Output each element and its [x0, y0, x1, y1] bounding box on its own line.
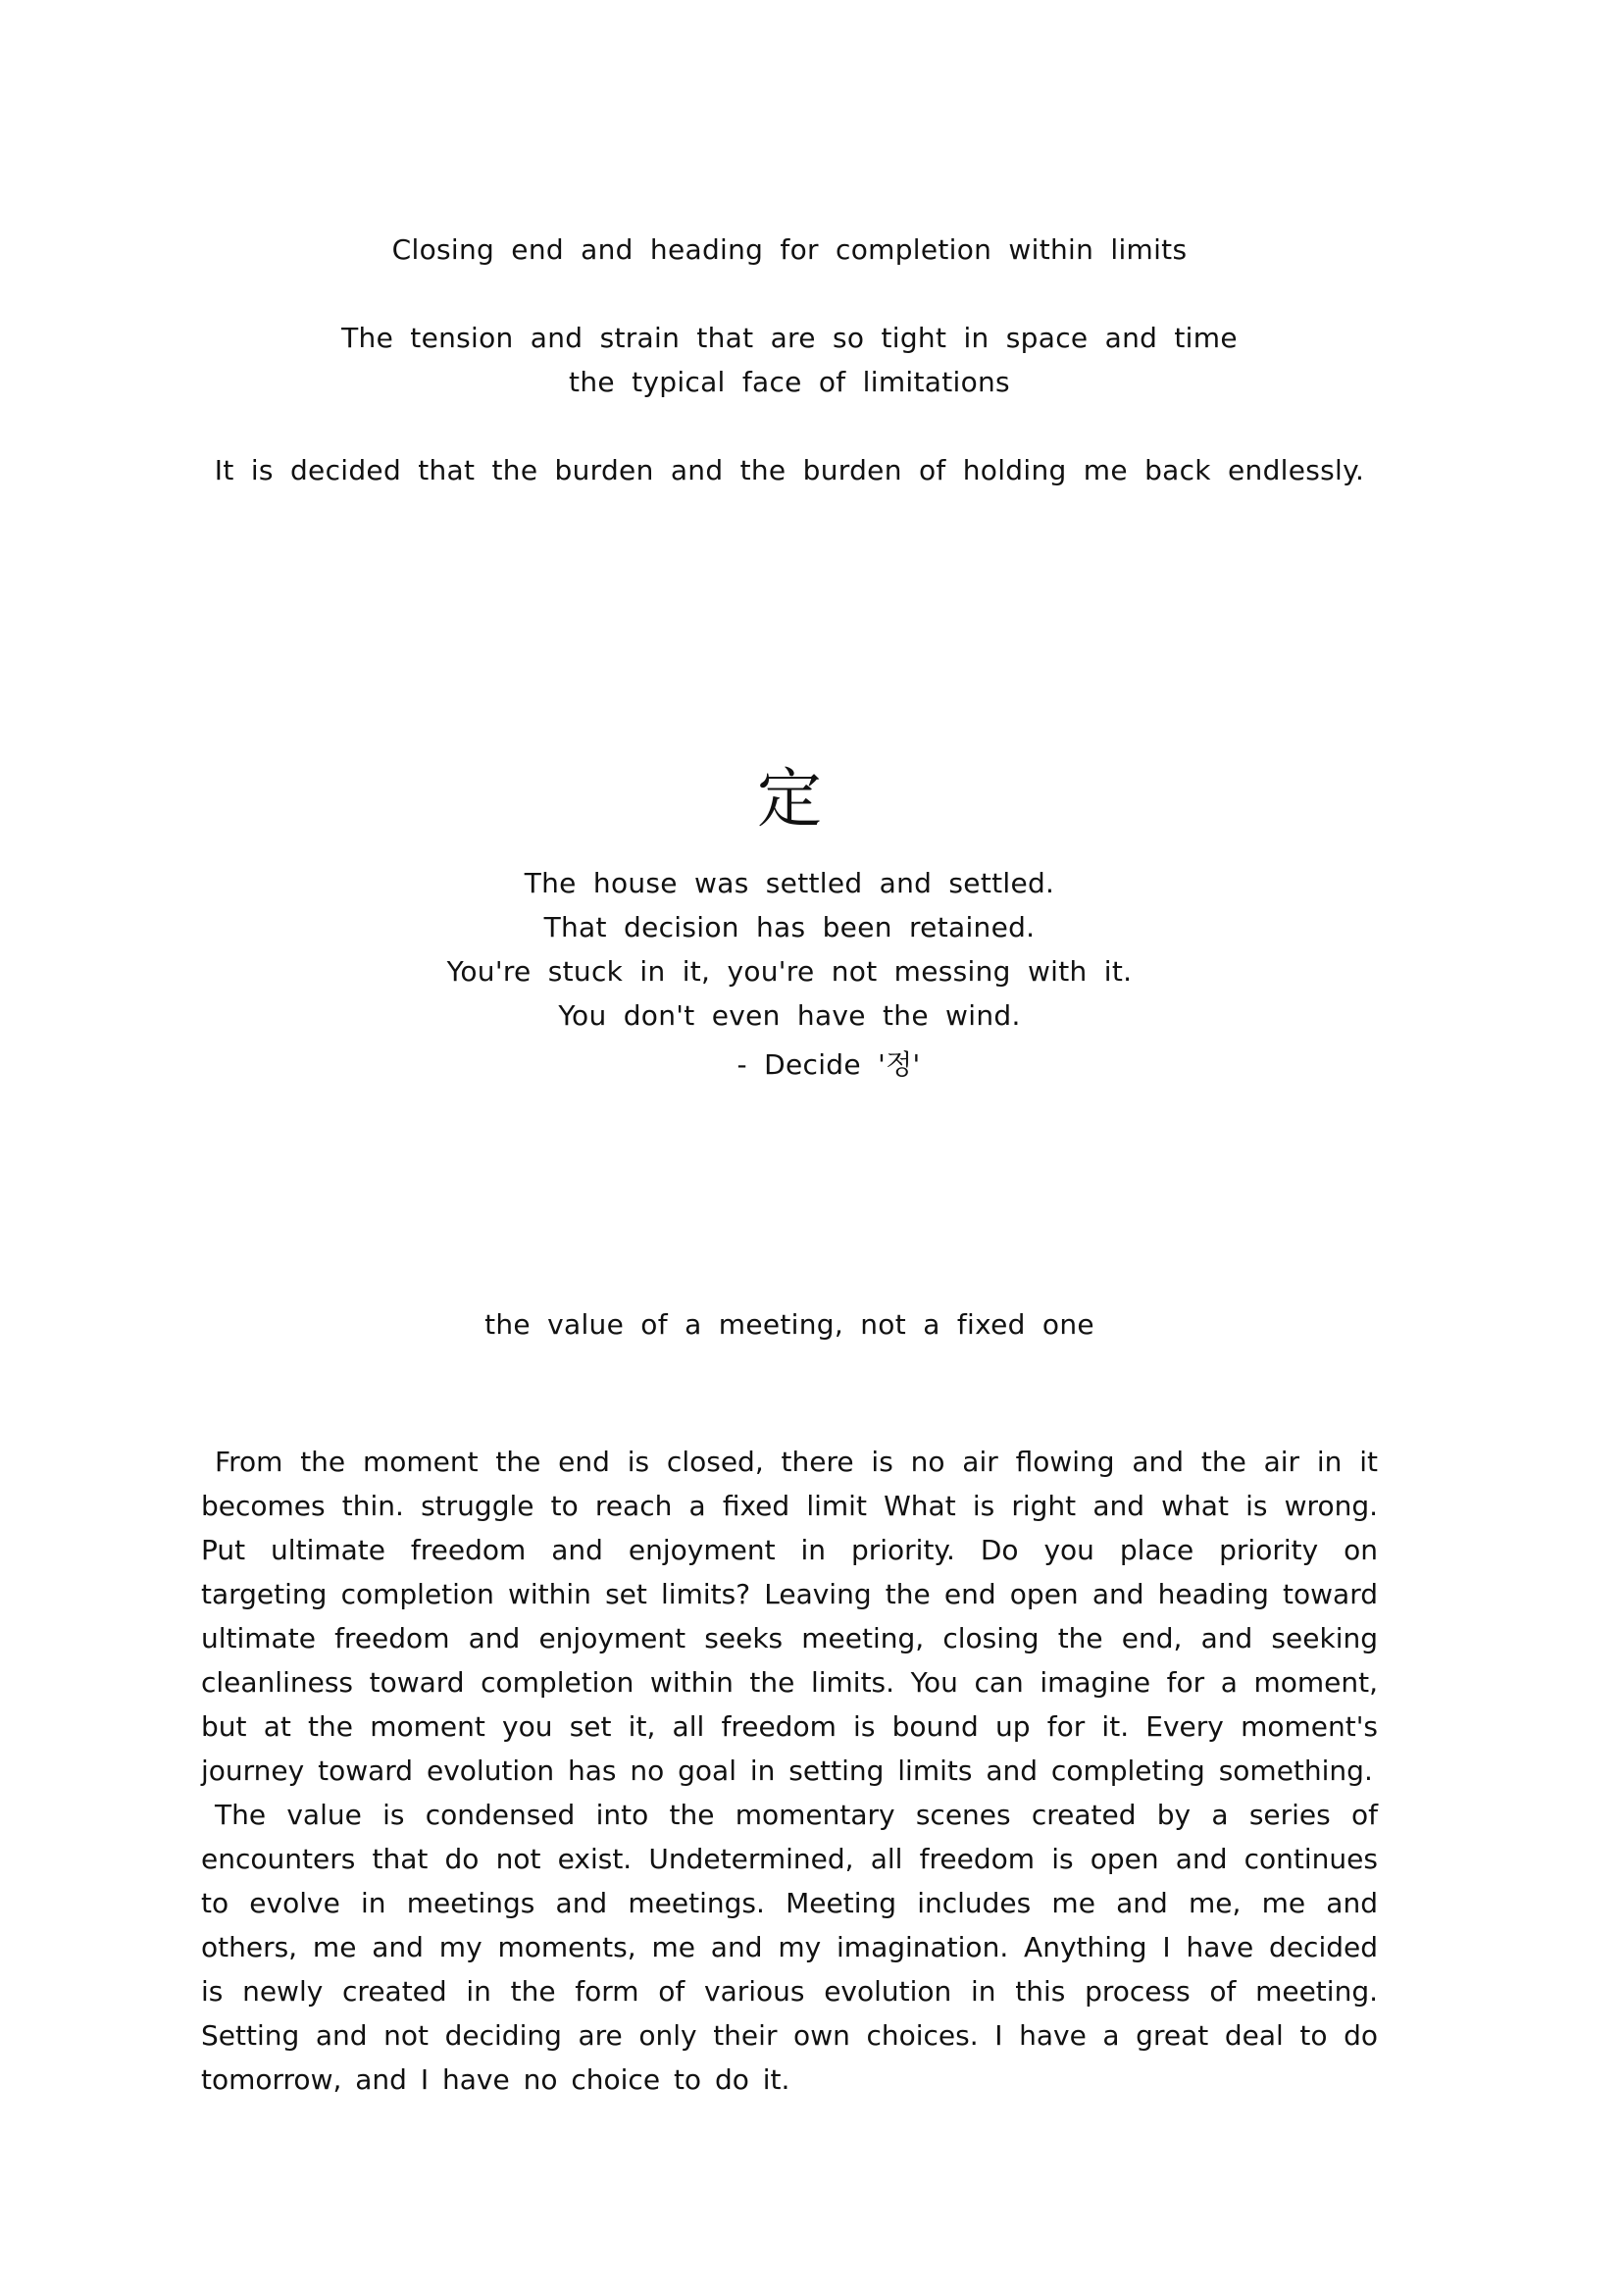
paragraph-2: The value is condensed into the momentary scenes created by a series of encounters that do not exist. Undetermined, all freedom is open and continues to evolve in meetings and meetings. Meeting includes me and me, me and others, me and my moments, me and my imagination. Anything I have decided is newly created in the form of various evolution in this process of meeting. Setting and not deciding are only their own choices. I have a great deal to do tomorrow, and I have no choice to do it.: [201, 1799, 1378, 2096]
hanja-character: 定: [757, 761, 822, 837]
intro-line-4: It is decided that the burden and the burden of holding me back endlessly.: [214, 454, 1365, 486]
section-subtitle: the value of a meeting, not a fixed one: [484, 1308, 1094, 1341]
poem-line-3: You're stuck in it, you're not messing with it.: [446, 955, 1133, 988]
paragraph-1: From the moment the end is closed, there is no air flowing and the air in it becomes thin. struggle to reach a fixed limit What is right and what is wrong. Put ultimate freedom and enjoyment in priority. Do you place priority on targeting completion within set limits? Leaving the end open and heading toward ultimate freedom and enjoyment seeks meeting, closing the end, and seeking cleanliness toward completion within the limits. You can imagine for a moment, but at the moment you set it, all freedom is bound up for it. Every moment's journey toward evolution has no goal in setting limits and completing something.: [201, 1446, 1378, 1787]
intro-line-1: Closing end and heading for completion within limits: [391, 233, 1188, 266]
poem-line-4: You don't even have the wind.: [558, 999, 1021, 1032]
poem-attribution: - Decide '정': [736, 1048, 921, 1081]
body-text: [201, 1440, 1378, 2102]
intro-line-3: the typical face of limitations: [569, 366, 1010, 398]
poem-line-2: That decision has been retained.: [543, 911, 1036, 943]
intro-line-2: The tension and strain that are so tight in space and time: [341, 322, 1238, 354]
poem-line-1: The house was settled and settled.: [524, 867, 1055, 899]
